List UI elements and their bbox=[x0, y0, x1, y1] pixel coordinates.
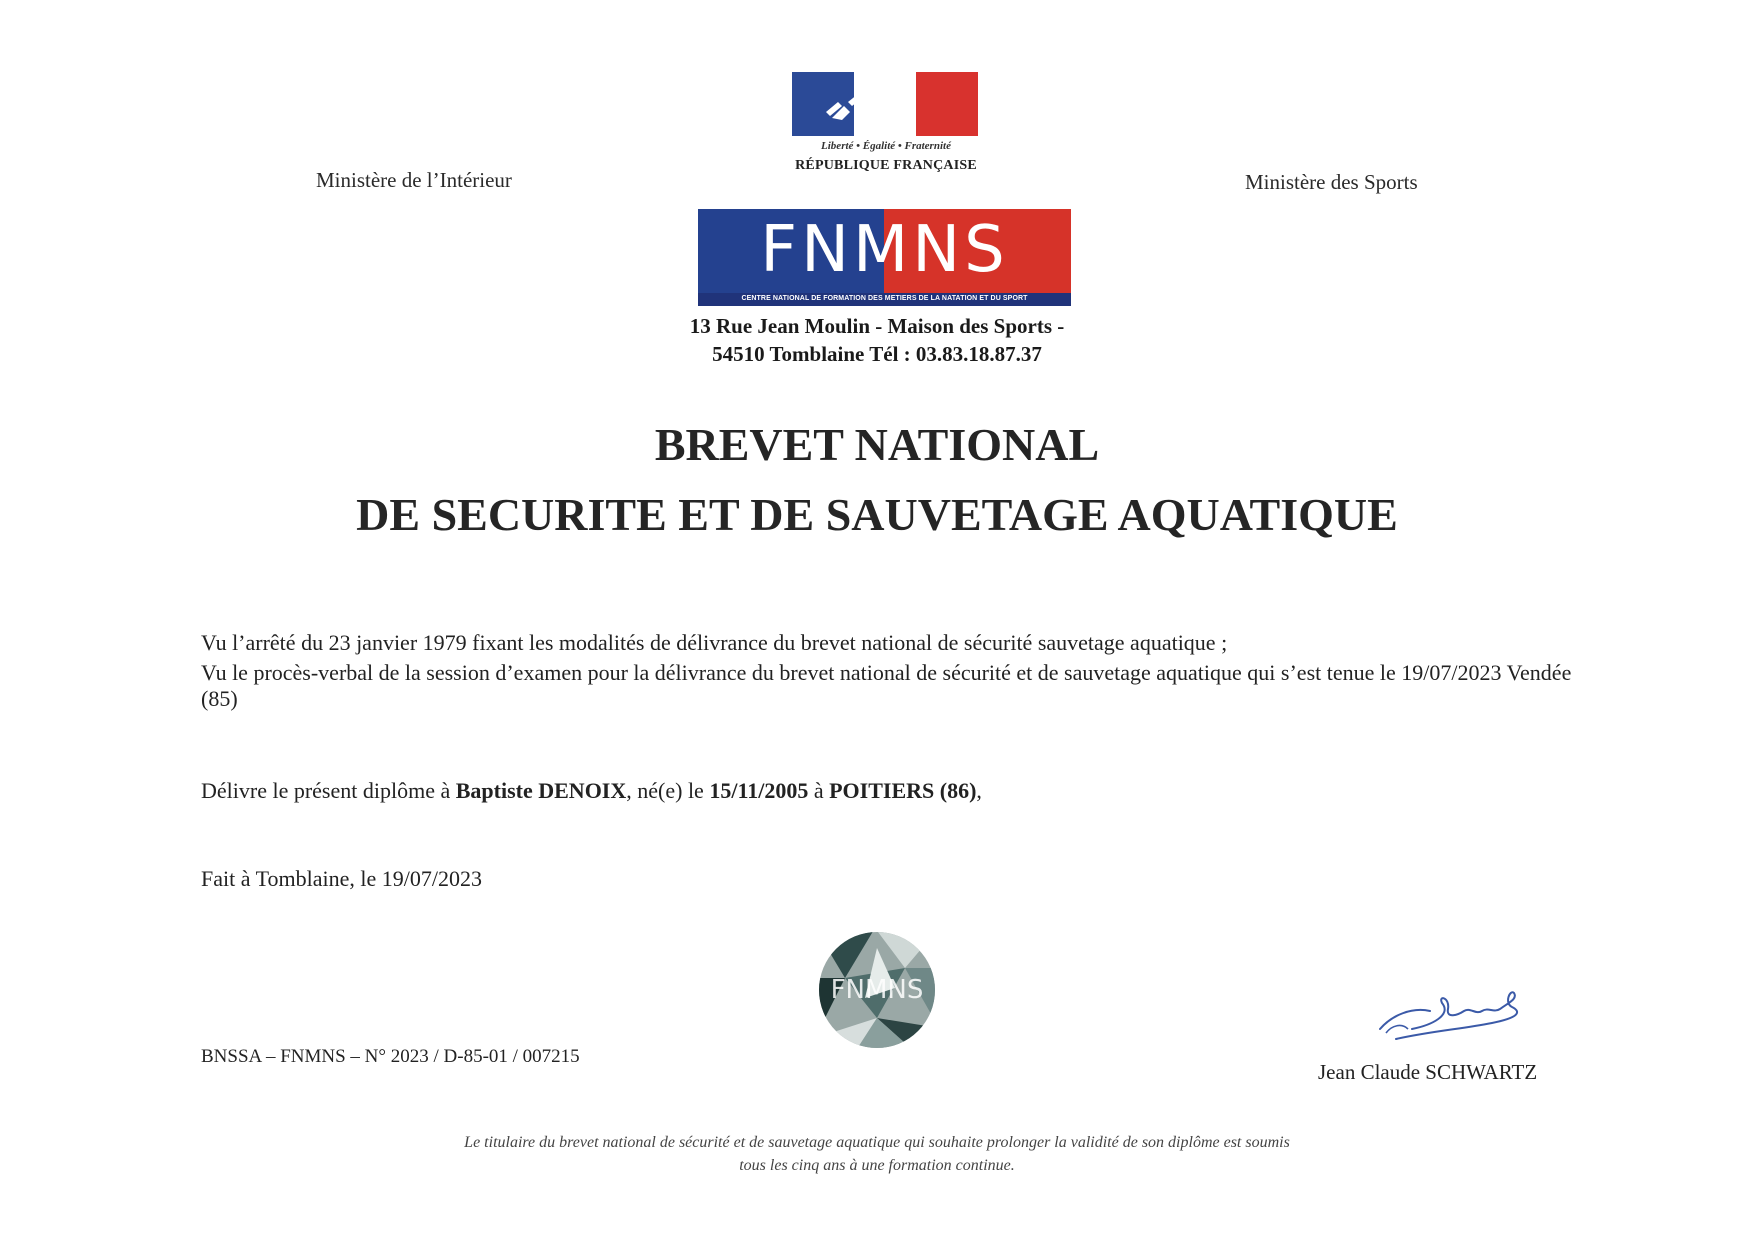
delivery-statement bbox=[201, 778, 982, 804]
marianne-motto: Liberté • Égalité • Fraternité bbox=[821, 140, 951, 152]
svg-text:FNMNS: FNMNS bbox=[830, 975, 924, 1005]
issue-place-date: Fait à Tomblaine, le 19/07/2023 bbox=[201, 866, 482, 891]
holder-name: Baptiste DENOIX bbox=[455, 778, 627, 803]
handwritten-signature-icon bbox=[1372, 985, 1532, 1045]
fnmns-logo-title: FNMNS bbox=[760, 213, 1009, 287]
birth-date: 15/11/2005 bbox=[709, 778, 809, 803]
delivery-suffix: , bbox=[976, 778, 982, 803]
republique-francaise-label: RÉPUBLIQUE FRANÇAISE bbox=[795, 158, 977, 173]
ministry-sports: Ministère des Sports bbox=[1245, 170, 1418, 194]
signatory-name: Jean Claude SCHWARTZ bbox=[1318, 1060, 1538, 1084]
republique-francaise-logo bbox=[792, 72, 980, 182]
marianne-flag-icon bbox=[792, 72, 978, 136]
hologram-seal-icon bbox=[815, 928, 939, 1052]
delivery-prefix: Délivre le présent diplôme à bbox=[201, 778, 456, 803]
fnmns-logo bbox=[698, 209, 1071, 306]
fnmns-logo-subtitle: CENTRE NATIONAL DE FORMATION DES METIERS DE LA NATATION ET DU SPORT bbox=[741, 295, 1028, 302]
validity-note-line-1: Le titulaire du brevet national de sécurité et de sauvetage aquatique qui souhaite prolonger la validité de son diplôme est soumis bbox=[464, 1134, 1290, 1151]
place-prefix: à bbox=[808, 778, 830, 803]
born-prefix: , né(e) le bbox=[626, 778, 710, 803]
legal-basis-arrete: Vu l’arrêté du 23 janvier 1979 fixant les modalités de délivrance du brevet national de sécurité sauvetage aquatique ; bbox=[201, 630, 1228, 655]
address-line-1: 13 Rue Jean Moulin - Maison des Sports - bbox=[689, 314, 1065, 338]
address-line-2: 54510 Tomblaine Tél : 03.83.18.87.37 bbox=[712, 342, 1042, 366]
birth-place: POITIERS (86) bbox=[829, 778, 977, 803]
legal-basis-proces-verbal: Vu le procès-verbal de la session d’examen pour la délivrance du brevet national de sécurité et de sauvetage aquatique qui s’est tenue le 19/07/2023 Vendée (85) bbox=[201, 660, 1572, 711]
diploma-title-line-1: BREVET NATIONAL bbox=[654, 419, 1100, 470]
ministry-interieur: Ministère de l’Intérieur bbox=[316, 168, 512, 192]
diploma-reference-number: BNSSA – FNMNS – N° 2023 / D-85-01 / 007215 bbox=[201, 1046, 580, 1067]
validity-note-line-2: tous les cinq ans à une formation continue. bbox=[739, 1157, 1015, 1174]
diploma-title-line-2: DE SECURITE ET DE SAUVETAGE AQUATIQUE bbox=[356, 489, 1398, 540]
